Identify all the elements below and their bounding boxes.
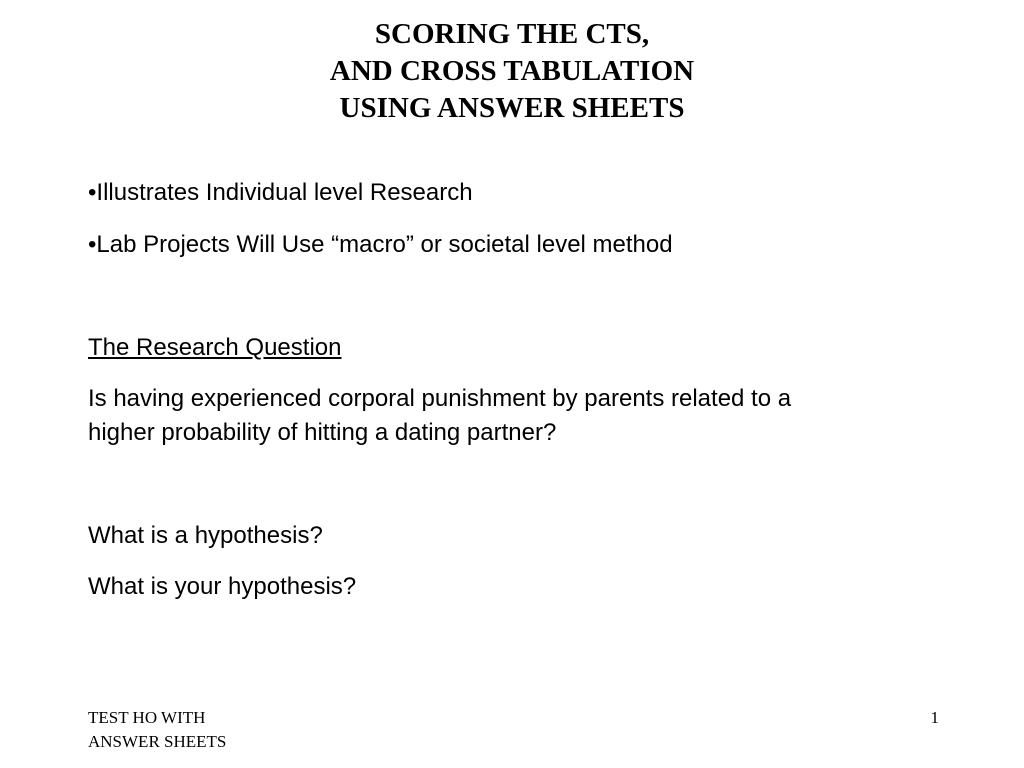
footer-label [88,706,226,754]
footer-label-line: TEST HO WITH [88,708,206,727]
footer-label-line: ANSWER SHEETS [88,732,227,751]
bullet-item: •Illustrates Individual level Research [88,179,473,206]
title-line: SCORING THE CTS, [374,18,650,50]
bullet-item: •Lab Projects Will Use “macro” or societal level method [88,231,673,258]
page-number: 1 [930,708,939,727]
research-question-heading: The Research Question [88,334,342,361]
research-question-line: higher probability of hitting a dating partner? [88,419,557,446]
slide-title [0,16,1024,127]
title-line: USING ANSWER SHEETS [339,92,685,124]
prompt-hypothesis: What is a hypothesis? [88,522,323,549]
research-question-line: Is having experienced corporal punishment by parents related to a [88,385,792,412]
title-line: AND CROSS TABULATION [329,55,695,87]
prompt-your-hypothesis: What is your hypothesis? [88,573,357,600]
